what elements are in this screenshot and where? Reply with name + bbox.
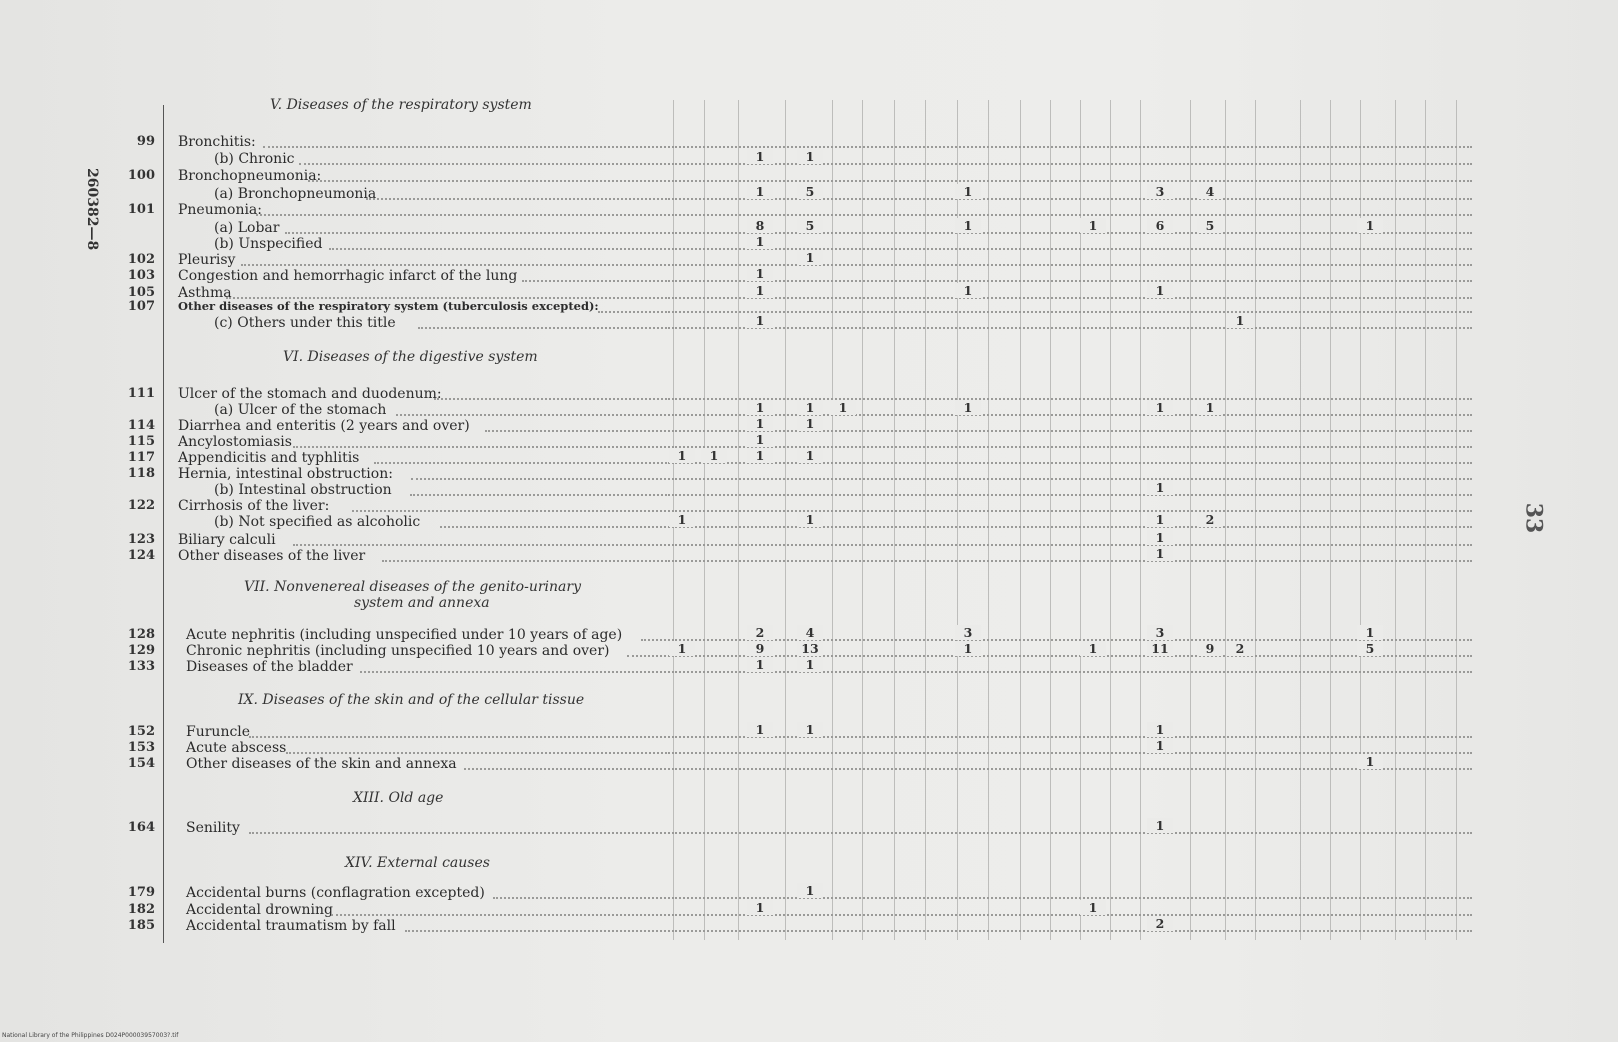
dot-leader (286, 752, 670, 754)
section-heading-respiratory: V. Diseases of the respiratory system (270, 97, 532, 113)
cell-value: 2 (1147, 916, 1173, 931)
cell-dot-leader (672, 736, 1472, 738)
cell-value: 1 (669, 448, 695, 463)
cell-dot-leader (672, 526, 1472, 528)
row-label: (b) Unspecified (214, 236, 323, 252)
cell-value: 1 (747, 266, 773, 281)
row-number: 114 (127, 418, 155, 433)
dot-leader (485, 430, 670, 432)
dot-leader (329, 248, 670, 250)
table-row (0, 134, 1500, 150)
row-label: Accidental burns (conflagration excepted) (186, 885, 485, 901)
dot-leader (285, 232, 670, 234)
cell-value: 1 (747, 234, 773, 249)
row-label: Furuncle (186, 724, 251, 740)
row-number: 107 (127, 299, 155, 314)
cell-value: 1 (1147, 818, 1173, 833)
dot-leader (493, 897, 670, 899)
cell-value: 1 (669, 512, 695, 527)
cell-dot-leader (672, 639, 1472, 641)
cell-value: 1 (797, 416, 823, 431)
cell-value: 1 (1147, 722, 1173, 737)
side-stamp: 260382—8 (84, 168, 100, 251)
cell-dot-leader (672, 414, 1472, 416)
cell-value: 1 (1147, 738, 1173, 753)
row-label: Diseases of the bladder (186, 659, 353, 675)
table-row (0, 902, 1500, 918)
row-label: (c) Others under this title (214, 315, 396, 331)
cell-dot-leader (672, 510, 1472, 512)
row-number: 117 (127, 450, 155, 465)
dot-leader (293, 446, 670, 448)
table-row (0, 918, 1500, 934)
cell-value: 1 (797, 448, 823, 463)
cell-value: 1 (955, 641, 981, 656)
cell-value: 1 (1147, 512, 1173, 527)
row-label: (b) Not specified as alcoholic (214, 514, 421, 530)
dot-leader (263, 146, 670, 148)
cell-value: 1 (1080, 900, 1106, 915)
section-heading-genito-urinary-2: system and annexa (354, 595, 490, 611)
cell-value: 1 (1080, 218, 1106, 233)
row-label: (a) Lobar (214, 220, 280, 236)
cell-value: 5 (1357, 641, 1383, 656)
table-row (0, 268, 1500, 284)
cell-dot-leader (672, 248, 1472, 250)
row-number: 101 (127, 202, 155, 217)
row-label: Diarrhea and enteritis (2 years and over) (178, 418, 470, 434)
dot-leader (366, 198, 670, 200)
cell-value: 1 (747, 900, 773, 915)
table-row (0, 548, 1500, 564)
page-number: 33 (1520, 502, 1547, 534)
cell-value: 11 (1147, 641, 1173, 656)
cell-dot-leader (672, 311, 1472, 313)
cell-value: 1 (1080, 641, 1106, 656)
cell-value: 1 (1357, 218, 1383, 233)
cell-value: 3 (1147, 184, 1173, 199)
row-number: 179 (127, 885, 155, 900)
table-row (0, 482, 1500, 498)
row-label: Congestion and hemorrhagic infarct of the lung (178, 268, 518, 284)
cell-dot-leader (672, 214, 1472, 216)
cell-value: 1 (747, 657, 773, 672)
cell-dot-leader (672, 180, 1472, 182)
dot-leader (418, 327, 670, 329)
cell-value: 2 (1227, 641, 1253, 656)
row-number: 152 (127, 724, 155, 739)
dot-leader (410, 494, 670, 496)
row-number: 128 (127, 627, 155, 642)
cell-value: 1 (1147, 283, 1173, 298)
section-heading-old-age: XIII. Old age (353, 790, 444, 806)
cell-dot-leader (672, 655, 1472, 657)
row-label: Other diseases of the liver (178, 548, 366, 564)
row-number: 99 (136, 134, 155, 149)
cell-value: 2 (747, 625, 773, 640)
table-row (0, 885, 1500, 901)
cell-dot-leader (672, 768, 1472, 770)
section-heading-skin: IX. Diseases of the skin and of the cellular tissue (238, 692, 585, 708)
dot-leader (256, 214, 670, 216)
row-number: 103 (127, 268, 155, 283)
cell-value: 1 (747, 283, 773, 298)
row-label: Ulcer of the stomach and duodenum: (178, 386, 442, 402)
row-number: 118 (127, 466, 155, 481)
cell-dot-leader (672, 494, 1472, 496)
cell-value: 1 (747, 313, 773, 328)
cell-dot-leader (672, 478, 1472, 480)
cell-value: 1 (747, 432, 773, 447)
cell-dot-leader (672, 198, 1472, 200)
cell-value: 1 (747, 448, 773, 463)
cell-value: 1 (1147, 530, 1173, 545)
dot-leader (293, 544, 670, 546)
table-row (0, 514, 1500, 530)
table-row (0, 315, 1500, 331)
cell-value: 8 (747, 218, 773, 233)
cell-dot-leader (672, 446, 1472, 448)
cell-value: 1 (955, 400, 981, 415)
cell-value: 1 (669, 641, 695, 656)
cell-value: 6 (1147, 218, 1173, 233)
cell-value: 1 (797, 149, 823, 164)
cell-dot-leader (672, 430, 1472, 432)
dot-leader (411, 478, 670, 480)
dot-leader (434, 398, 670, 400)
cell-dot-leader (672, 671, 1472, 673)
table-row (0, 756, 1500, 772)
row-label: Bronchitis: (178, 134, 256, 150)
cell-dot-leader (672, 264, 1472, 266)
dot-leader (249, 832, 670, 834)
table-row (0, 820, 1500, 836)
cell-value: 1 (1147, 480, 1173, 495)
cell-value: 4 (1197, 184, 1223, 199)
row-label: Acute nephritis (including unspecified under 10 years of age) (186, 627, 623, 643)
cell-dot-leader (672, 146, 1472, 148)
cell-value: 1 (747, 184, 773, 199)
dot-leader (405, 930, 670, 932)
cell-dot-leader (672, 163, 1472, 165)
cell-value: 1 (1147, 400, 1173, 415)
cell-value: 3 (955, 625, 981, 640)
cell-dot-leader (672, 280, 1472, 282)
table-row (0, 498, 1500, 514)
cell-dot-leader (672, 327, 1472, 329)
dot-leader (641, 639, 670, 641)
cell-dot-leader (672, 398, 1472, 400)
cell-dot-leader (672, 752, 1472, 754)
cell-dot-leader (672, 930, 1472, 932)
row-label: Pleurisy (178, 252, 236, 268)
row-label: Accidental drowning (186, 902, 333, 918)
dot-leader (331, 914, 670, 916)
cell-dot-leader (672, 914, 1472, 916)
row-label: Bronchopneumonia: (178, 168, 322, 184)
dot-leader (360, 671, 670, 673)
section-heading-genito-urinary-1: VII. Nonvenereal diseases of the genito-urinary (244, 579, 581, 595)
cell-value: 3 (1147, 625, 1173, 640)
row-number: 124 (127, 548, 155, 563)
dot-leader (464, 768, 670, 770)
row-number: 100 (127, 168, 155, 183)
cell-value: 4 (797, 625, 823, 640)
dot-leader (627, 655, 670, 657)
section-heading-external-causes: XIV. External causes (345, 855, 490, 871)
row-label: Other diseases of the skin and annexa (186, 756, 457, 772)
row-label: Chronic nephritis (including unspecified 10 years and over) (186, 643, 610, 659)
row-number: 123 (127, 532, 155, 547)
table-row (0, 466, 1500, 482)
row-label: Asthma (178, 285, 232, 301)
row-label: Ancylostomiasis (178, 434, 292, 450)
row-label: (a) Bronchopneumonia (214, 186, 377, 202)
cell-value: 1 (1147, 546, 1173, 561)
row-label: Pneumonia: (178, 202, 262, 218)
dot-leader (522, 280, 670, 282)
cell-value: 1 (830, 400, 856, 415)
section-heading-digestive: VI. Diseases of the digestive system (283, 349, 538, 365)
row-label: Acute abscess (186, 740, 287, 756)
cell-dot-leader (672, 560, 1472, 562)
dot-leader (396, 414, 670, 416)
dot-leader (299, 163, 670, 165)
cell-value: 1 (1197, 400, 1223, 415)
table-row (0, 236, 1500, 252)
row-label: Senility (186, 820, 240, 836)
row-number: 102 (127, 252, 155, 267)
row-label: (b) Chronic (214, 151, 295, 167)
cell-value: 1 (797, 400, 823, 415)
row-number: 115 (127, 434, 155, 449)
row-label: Accidental traumatism by fall (186, 918, 396, 934)
cell-value: 9 (1197, 641, 1223, 656)
row-label: Hernia, intestinal obstruction: (178, 466, 393, 482)
cell-value: 1 (1357, 625, 1383, 640)
table-row (0, 740, 1500, 756)
row-number: 185 (127, 918, 155, 933)
row-number: 105 (127, 285, 155, 300)
row-number: 182 (127, 902, 155, 917)
row-label: Biliary calculi (178, 532, 276, 548)
cell-value: 1 (797, 512, 823, 527)
row-label: Appendicitis and typhlitis (178, 450, 360, 466)
cell-value: 1 (797, 250, 823, 265)
cell-dot-leader (672, 232, 1472, 234)
row-number: 154 (127, 756, 155, 771)
cell-dot-leader (672, 462, 1472, 464)
row-number: 129 (127, 643, 155, 658)
row-label: (a) Ulcer of the stomach (214, 402, 387, 418)
table-row (0, 450, 1500, 466)
cell-value: 1 (797, 722, 823, 737)
table-row (0, 202, 1500, 218)
row-label: Cirrhosis of the liver: (178, 498, 330, 514)
cell-value: 1 (955, 283, 981, 298)
cell-dot-leader (672, 832, 1472, 834)
cell-value: 1 (955, 184, 981, 199)
cell-value: 5 (1197, 218, 1223, 233)
row-number: 122 (127, 498, 155, 513)
cell-value: 1 (955, 218, 981, 233)
cell-dot-leader (672, 544, 1472, 546)
cell-value: 5 (797, 184, 823, 199)
footer-credit: National Library of the Philippines D024P00003957003?.tif (2, 1032, 179, 1039)
cell-value: 1 (747, 416, 773, 431)
dot-leader (308, 180, 670, 182)
row-number: 164 (127, 820, 155, 835)
table-row (0, 186, 1500, 202)
dot-leader (352, 510, 670, 512)
cell-value: 1 (701, 448, 727, 463)
dot-leader (440, 526, 670, 528)
cell-value: 5 (797, 218, 823, 233)
cell-value: 1 (1227, 313, 1253, 328)
cell-value: 2 (1197, 512, 1223, 527)
table-row (0, 724, 1500, 740)
dot-leader (249, 736, 670, 738)
cell-value: 1 (747, 149, 773, 164)
dot-leader (374, 462, 670, 464)
dot-leader (241, 264, 670, 266)
table-row (0, 659, 1500, 675)
cell-value: 1 (747, 400, 773, 415)
row-number: 153 (127, 740, 155, 755)
cell-value: 9 (747, 641, 773, 656)
cell-value: 1 (747, 722, 773, 737)
row-label: Other diseases of the respiratory system (tuberculosis excepted): (178, 299, 599, 313)
cell-value: 1 (797, 883, 823, 898)
dot-leader (382, 560, 670, 562)
row-number: 133 (127, 659, 155, 674)
cell-value: 1 (797, 657, 823, 672)
dot-leader (598, 311, 670, 313)
cell-value: 13 (797, 641, 823, 656)
table-row (0, 168, 1500, 184)
row-number: 111 (127, 386, 155, 401)
cell-value: 1 (1357, 754, 1383, 769)
row-label: (b) Intestinal obstruction (214, 482, 392, 498)
cell-dot-leader (672, 897, 1472, 899)
table-row (0, 532, 1500, 548)
table-row (0, 151, 1500, 167)
